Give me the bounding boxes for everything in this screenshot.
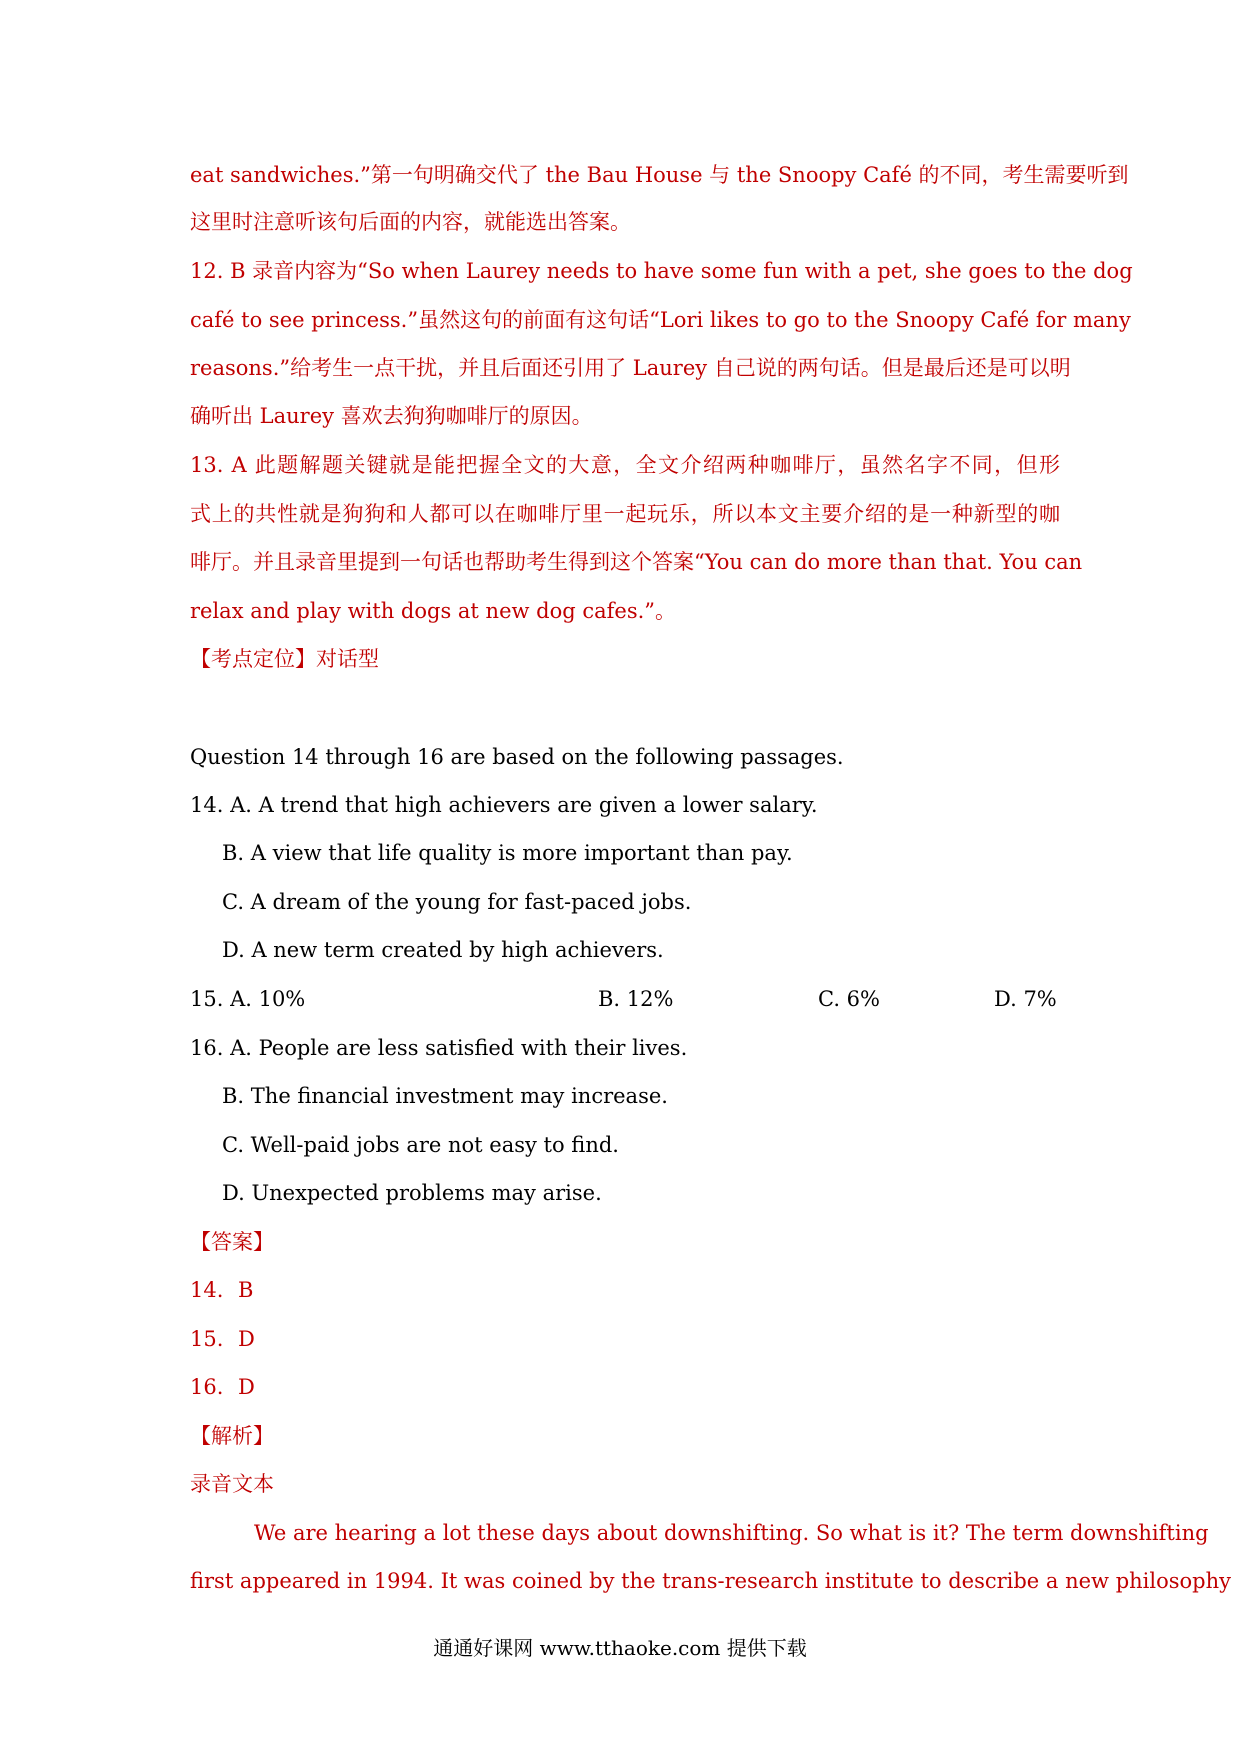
q16-option-a: 16. A. People are less satisfied with their lives.: [190, 1036, 688, 1060]
q14-option-a: 14. A. A trend that high achievers are given a lower salary.: [190, 793, 818, 817]
answer-number: 14.: [190, 1278, 224, 1302]
q16-option-d: D. Unexpected problems may arise.: [222, 1181, 602, 1205]
q15-option-b: B. 12%: [598, 987, 674, 1011]
answer-letter: D: [238, 1375, 255, 1399]
transcript-line-1: We are hearing a lot these days about downshifting. So what is it? The term downshifting: [254, 1521, 1209, 1545]
q15-option-a: 15. A. 10%: [190, 987, 306, 1011]
analysis-12-line-1: 12. B 录音内容为“So when Laurey needs to have some fun with a pet, she goes to the dog: [190, 259, 1133, 283]
transcript-line-2: first appeared in 1994. It was coined by the trans-research institute to describe a new philosophy: [190, 1569, 1232, 1593]
analysis-13-line-4: relax and play with dogs at new dog cafes.”。: [190, 599, 677, 623]
analysis-13-line-3: 啡厅。并且录音里提到一句话也帮助考生得到这个答案“You can do more than that. You can: [190, 550, 1083, 574]
q15-option-d: D. 7%: [994, 987, 1057, 1011]
analysis-13-line-2: 式上的共性就是狗狗和人都可以在咖啡厅里一起玩乐，所以本文主要介绍的是一种新型的咖: [190, 502, 1060, 526]
answer-row-16: [190, 1373, 1060, 1401]
answer-letter: D: [238, 1327, 255, 1351]
carryover-line-2: 这里时注意听该句后面的内容，就能选出答案。: [190, 210, 631, 234]
jiexi-heading: 【解析】: [190, 1424, 274, 1448]
q16-option-b: B. The financial investment may increase.: [222, 1084, 668, 1108]
answer-number: 16.: [190, 1375, 224, 1399]
q14-option-c: C. A dream of the young for fast-paced jobs.: [222, 890, 692, 914]
q14-option-d: D. A new term created by high achievers.: [222, 938, 664, 962]
analysis-13-line-1: 13. A 此题解题关键就是能把握全文的大意，全文介绍两种咖啡厅，虽然名字不同，但形: [190, 453, 1060, 477]
analysis-12-line-2: café to see princess.”虽然这句的前面有这句话“Lori likes to go to the Snoopy Café for many: [190, 308, 1131, 332]
answer-row-14: [190, 1276, 1060, 1304]
analysis-12-line-4: 确听出 Laurey 喜欢去狗狗咖啡厅的原因。: [190, 404, 593, 428]
page-footer: 通通好课网 www.tthaoke.com 提供下载: [433, 1636, 807, 1660]
answer-row-15: [190, 1325, 1060, 1353]
q14-option-b: B. A view that life quality is more important than pay.: [222, 841, 793, 865]
answer-letter: B: [238, 1278, 254, 1302]
question-intro: Question 14 through 16 are based on the following passages.: [190, 745, 844, 769]
answer-number: 15.: [190, 1327, 224, 1351]
q15-option-c: C. 6%: [818, 987, 880, 1011]
analysis-12-line-3: reasons.”给考生一点干扰，并且后面还引用了 Laurey 自己说的两句话。但是最后还是可以明: [190, 356, 1071, 380]
transcript-heading: 录音文本: [190, 1472, 274, 1496]
carryover-line-1: eat sandwiches.”第一句明确交代了 the Bau House 与 the Snoopy Café 的不同，考生需要听到: [190, 163, 1129, 187]
q16-option-c: C. Well-paid jobs are not easy to find.: [222, 1133, 619, 1157]
answer-heading: 【答案】: [190, 1230, 274, 1254]
kaodian-label: 【考点定位】对话型: [190, 647, 379, 671]
q15-row: [190, 985, 1060, 1013]
